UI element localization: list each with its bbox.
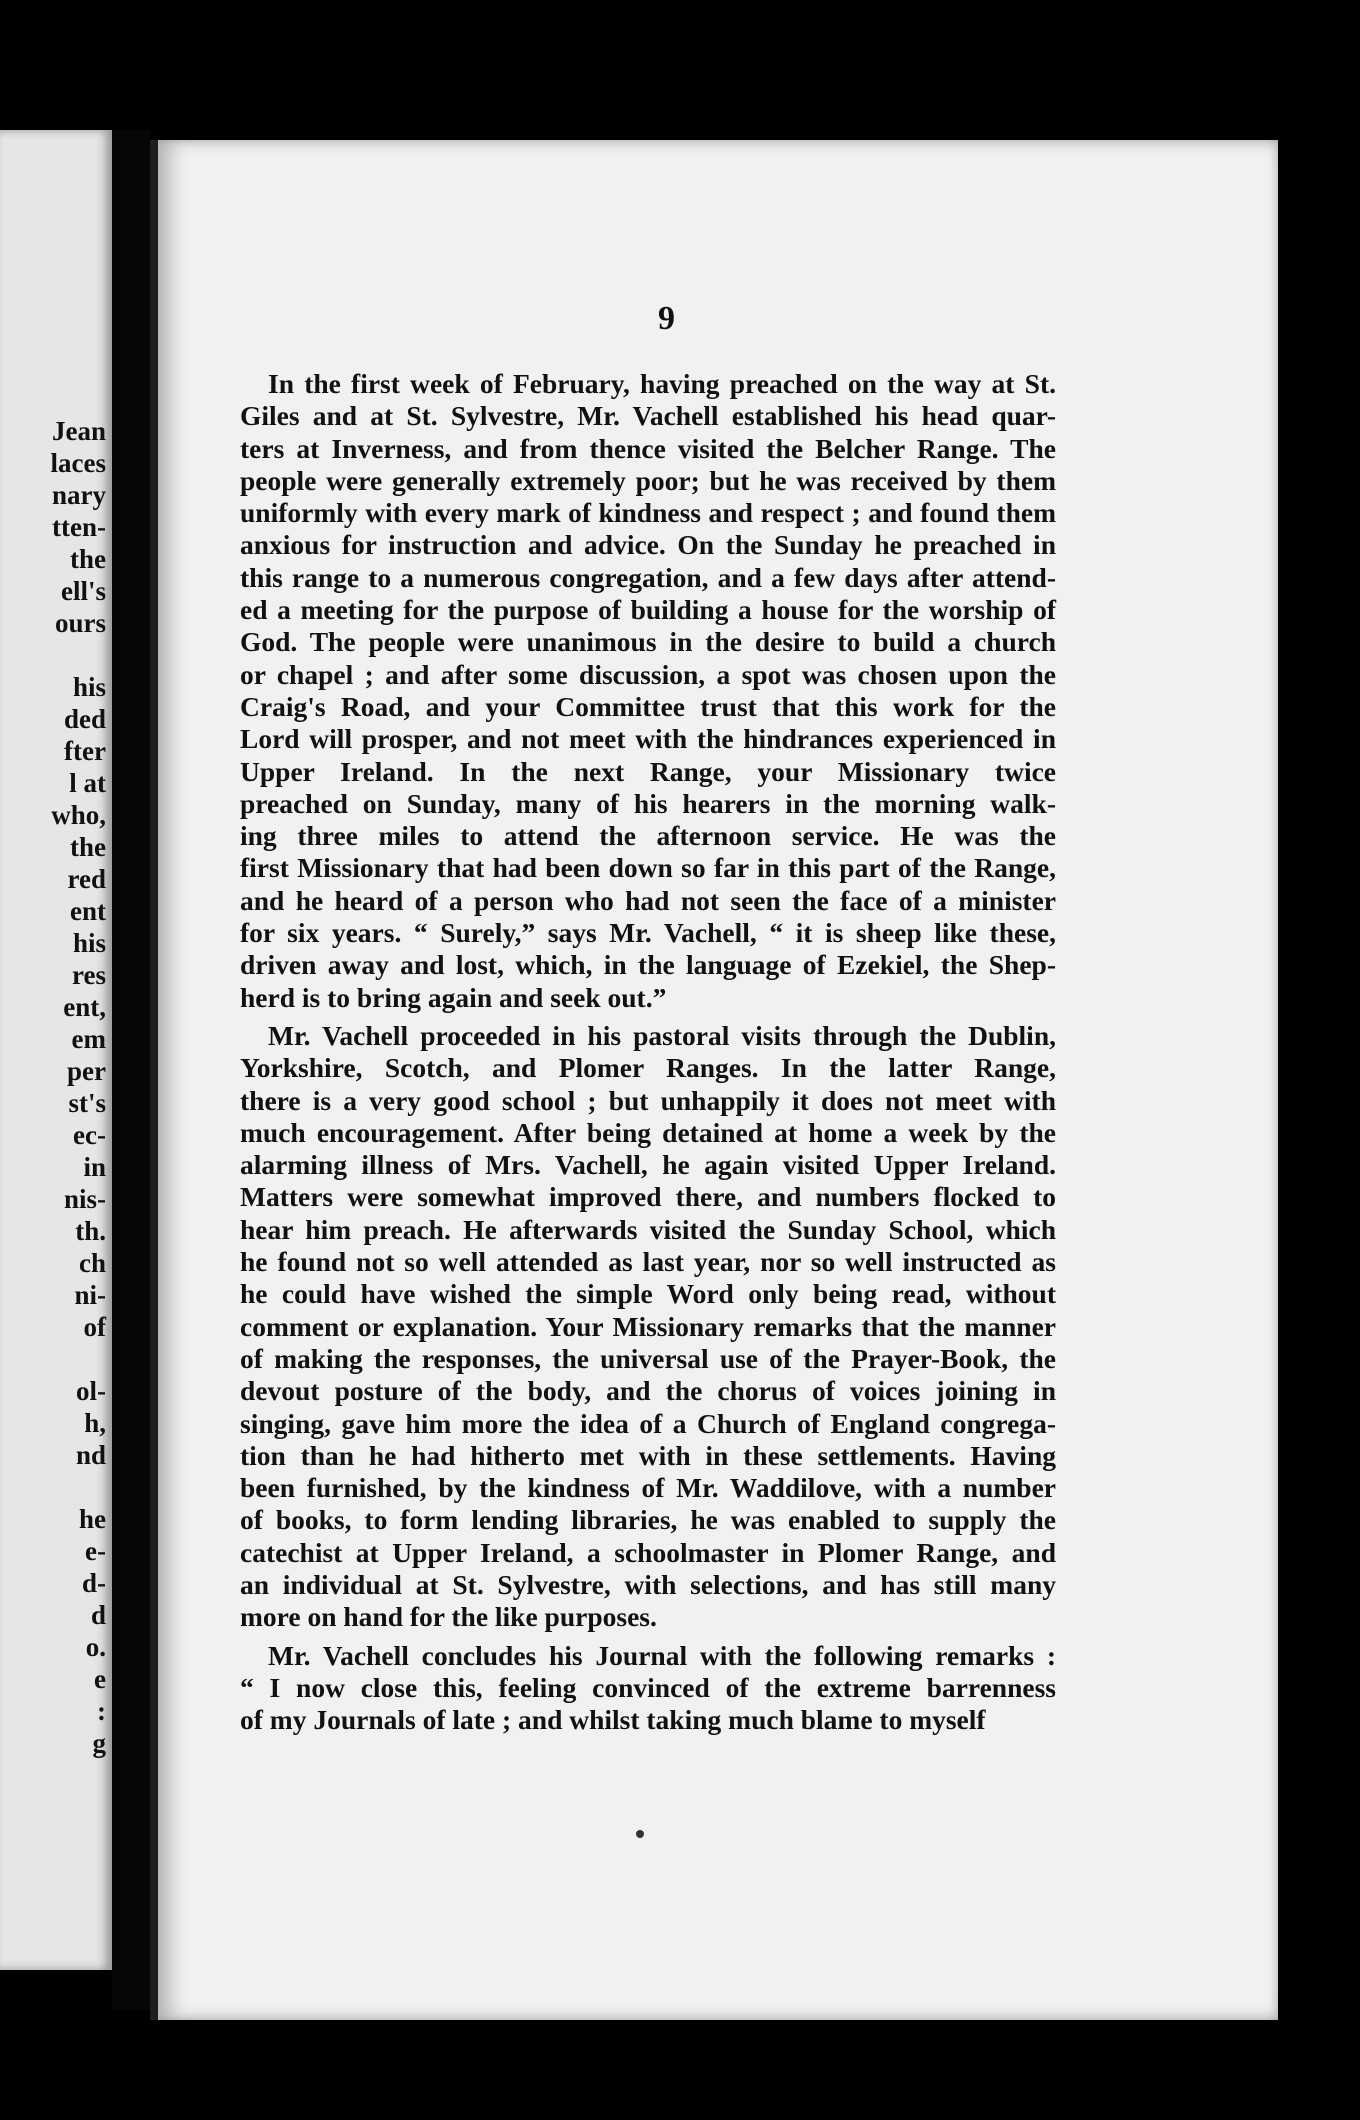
text-line: of books, to form lending libraries, he was enabled to supply the <box>240 1504 1056 1536</box>
text-line: first Missionary that had been down so far in this part of the Range, <box>240 852 1056 884</box>
right-page <box>150 140 1278 2020</box>
left-fragment: e <box>94 1664 106 1694</box>
paragraph <box>240 1020 1056 1634</box>
text-line: Mr. Vachell proceeded in his pastoral visits through the Dublin, <box>268 1019 1056 1051</box>
left-fragment <box>51 1471 106 1503</box>
paragraph <box>240 368 1056 1014</box>
left-fragment: of <box>83 1312 106 1342</box>
text-line: he found not so well attended as last year, nor so well instructed as <box>240 1246 1056 1278</box>
left-fragment: ded <box>63 704 106 734</box>
body-text <box>240 368 1056 1736</box>
text-line: ing three miles to attend the afternoon service. He was the <box>240 820 1056 852</box>
left-fragment: ent <box>70 896 106 926</box>
left-fragment: who, <box>51 800 106 830</box>
left-fragment: st's <box>68 1088 106 1118</box>
left-fragment: ec- <box>73 1120 106 1150</box>
text-line: for six years. “ Surely,” says Mr. Vachell, “ it is sheep like these, <box>240 917 1056 949</box>
text-line: herd is to bring again and seek out.” <box>240 981 667 1013</box>
left-fragment: per <box>67 1056 106 1086</box>
left-fragment: fter <box>64 736 106 766</box>
text-line: God. The people were unanimous in the desire to build a church <box>240 626 1056 658</box>
text-line: of my Journals of late ; and whilst taking much blame to myself <box>240 1704 986 1736</box>
left-fragment: Jean <box>52 416 106 446</box>
text-line: driven away and lost, which, in the language of Ezekiel, the Shep- <box>240 949 1056 981</box>
text-line: he could have wished the simple Word only being read, without <box>240 1278 1056 1310</box>
left-fragment: red <box>67 864 106 894</box>
left-fragment: ell's <box>61 576 106 606</box>
left-facing-page <box>0 130 112 1970</box>
text-line: of making the responses, the universal use of the Prayer-Book, the <box>240 1342 1056 1374</box>
text-line: Matters were somewhat improved there, and numbers flocked to <box>240 1181 1056 1213</box>
text-line: this range to a numerous congregation, and a few days after attend- <box>240 561 1056 593</box>
text-line: singing, gave him more the idea of a Church of England congrega- <box>240 1407 1056 1439</box>
print-speck <box>636 1830 644 1838</box>
text-line: catechist at Upper Ireland, a schoolmaster in Plomer Range, and <box>240 1536 1056 1568</box>
left-fragment: nis- <box>63 1184 106 1214</box>
left-fragment: res <box>72 960 106 990</box>
text-line: and he heard of a person who had not seen the face of a minister <box>240 884 1056 916</box>
text-line: much encouragement. After being detained at home a week by the <box>240 1116 1056 1148</box>
left-fragment: nd <box>75 1440 106 1470</box>
text-line: there is a very good school ; but unhappily it does not meet with <box>240 1084 1056 1116</box>
left-fragment: ent, <box>63 992 106 1022</box>
left-fragment: : <box>97 1696 106 1726</box>
text-line: tion than he had hitherto met with in these settlements. Having <box>240 1439 1056 1471</box>
left-fragment: he <box>79 1504 106 1534</box>
text-line: hear him preach. He afterwards visited the Sunday School, which <box>240 1213 1056 1245</box>
text-line: comment or explanation. Your Missionary remarks that the manner <box>240 1310 1056 1342</box>
text-line: or chapel ; and after some discussion, a spot was chosen upon the <box>240 658 1056 690</box>
paragraph <box>240 1640 1056 1737</box>
text-line: uniformly with every mark of kindness and respect ; and found them <box>240 497 1056 529</box>
left-fragment: the <box>70 544 106 574</box>
page-number: 9 <box>658 300 675 337</box>
book-gutter <box>112 130 150 2010</box>
text-line: alarming illness of Mrs. Vachell, he again visited Upper Ireland. <box>240 1149 1056 1181</box>
text-line: Craig's Road, and your Committee trust that this work for the <box>240 690 1056 722</box>
left-fragment: d <box>90 1600 106 1630</box>
left-fragment: e- <box>85 1536 106 1566</box>
left-fragment: em <box>71 1024 106 1054</box>
text-line: an individual at St. Sylvestre, with selections, and has still many <box>240 1568 1056 1600</box>
left-fragment: his <box>72 672 106 702</box>
text-line: Mr. Vachell concludes his Journal with the following remarks : <box>268 1639 1056 1671</box>
text-line: been furnished, by the kindness of Mr. Waddilove, with a number <box>240 1472 1056 1504</box>
left-fragment: in <box>83 1152 106 1182</box>
text-line: more on hand for the like purposes. <box>240 1601 657 1633</box>
text-line: anxious for instruction and advice. On the Sunday he preached in <box>240 529 1056 561</box>
text-line: In the first week of February, having preached on the way at St. <box>268 368 1056 399</box>
left-fragment: l at <box>69 768 106 798</box>
left-fragment: h, <box>84 1408 106 1438</box>
left-fragment: nary <box>52 480 106 510</box>
text-line: devout posture of the body, and the chorus of voices joining in <box>240 1375 1056 1407</box>
left-fragment: ours <box>54 608 106 638</box>
left-fragment: th. <box>75 1216 106 1246</box>
left-fragment <box>51 639 106 671</box>
left-fragment <box>51 1343 106 1375</box>
left-fragment: ch <box>79 1248 106 1278</box>
left-fragment: the <box>70 832 106 862</box>
text-line: ters at Inverness, and from thence visited the Belcher Range. The <box>240 432 1056 464</box>
text-line: preached on Sunday, many of his hearers in the morning walk- <box>240 787 1056 819</box>
left-fragment: ol- <box>76 1376 106 1406</box>
left-fragment: o. <box>85 1632 106 1662</box>
text-line: Lord will prosper, and not meet with the hindrances experienced in <box>240 723 1056 755</box>
left-fragment: laces <box>50 448 106 478</box>
text-line: “ I now close this, feeling convinced of the extreme barrenness <box>240 1671 1056 1703</box>
text-line: Yorkshire, Scotch, and Plomer Ranges. In the latter Range, <box>240 1052 1056 1084</box>
text-line: ed a meeting for the purpose of building a house for the worship of <box>240 594 1056 626</box>
left-fragment: d- <box>81 1568 106 1598</box>
text-line: people were generally extremely poor; but he was received by them <box>240 464 1056 496</box>
text-line: Giles and at St. Sylvestre, Mr. Vachell established his head quar- <box>240 400 1056 432</box>
left-fragment: tten- <box>52 512 106 542</box>
left-fragment: g <box>92 1728 106 1758</box>
left-fragment: ni- <box>74 1280 106 1310</box>
left-page-text-fragments <box>51 415 106 1759</box>
text-line: Upper Ireland. In the next Range, your Missionary twice <box>240 755 1056 787</box>
left-fragment: his <box>72 928 106 958</box>
